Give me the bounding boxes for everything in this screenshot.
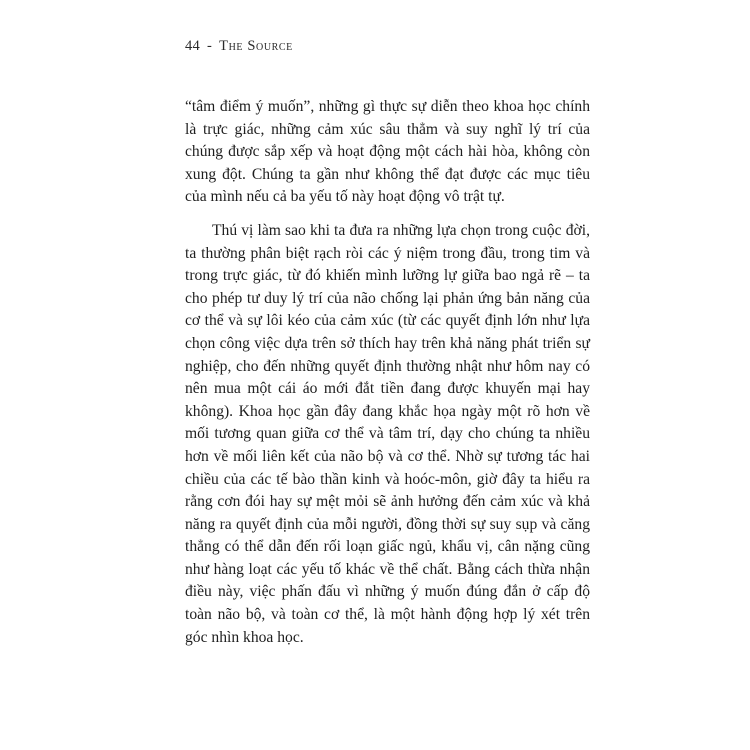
body-text <box>185 96 590 649</box>
header-separator: - <box>207 38 213 54</box>
running-header <box>185 38 293 55</box>
book-title: The Source <box>219 38 293 54</box>
paragraph-continued: “tâm điểm ý muốn”, những gì thực sự diễn theo khoa học chính là trực giác, những cảm xúc sâu thẳm và suy nghĩ lý trí của chúng được sắp xếp và hoạt động một cách hài hòa, không còn xung đột. Chúng ta gần như không thể đạt được các mục tiêu của mình nếu cả ba yếu tố này hoạt động vô trật tự. <box>185 98 590 206</box>
page-number: 44 <box>185 38 201 54</box>
paragraph: Thú vị làm sao khi ta đưa ra những lựa chọn trong cuộc đời, ta thường phân biệt rạch ròi các ý niệm trong đầu, trong tim và trong trực giác, từ đó khiến mình lưỡng lự giữa bao ngả rẽ – ta cho phép tư duy lý trí của não chống lại phản ứng bản năng của cơ thể và sự lôi kéo của cảm xúc (từ các quyết định lớn như lựa chọn công việc dựa trên sở thích hay trên khả năng phát triển sự nghiệp, cho đến những quyết định thường nhật như hôm nay có nên mua một cái áo mới đắt tiền đang được khuyến mại hay không). Khoa học gần đây đang khắc họa ngày một rõ hơn về mối tương quan giữa cơ thể và tâm trí, dạy cho chúng ta nhiều hơn về mối liên kết của não bộ và cơ thể. Nhờ sự tương tác hai chiều của các tế bào thần kinh và hoóc-môn, giờ đây ta hiểu ra rằng cơn đói hay sự mệt mỏi sẽ ảnh hưởng đến cảm xúc và khả năng ra quyết định của mỗi người, đồng thời sự suy sụp và căng thẳng có thể dẫn đến rối loạn giấc ngủ, khẩu vị, cân nặng cũng như hàng loạt các yếu tố khác về thể chất. Bằng cách thừa nhận điều này, việc phấn đấu vì những ý muốn đúng đắn ở cấp độ toàn não bộ, và toàn cơ thể, là một hành động hợp lý xét trên góc nhìn khoa học. <box>185 221 590 646</box>
